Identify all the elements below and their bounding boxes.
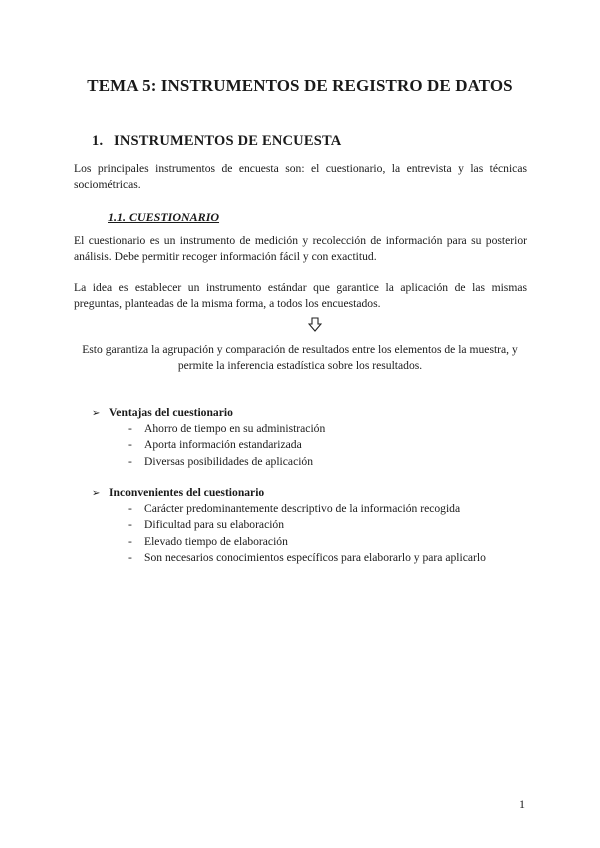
list-item: - Dificultad para su elaboración (128, 517, 486, 533)
arrowhead-bullet-icon: ➢ (92, 408, 101, 419)
advantages-list (128, 421, 325, 470)
disadvantages-list (128, 501, 486, 566)
dash-bullet: - (128, 550, 132, 564)
advantages-heading-text: Ventajas del cuestionario (109, 406, 233, 419)
page-title: TEMA 5: INSTRUMENTOS DE REGISTRO DE DATOS (87, 76, 513, 95)
conclusion-line-1: Esto garantiza la agrupación y comparación de resultados entre los elementos de la muestra, y (82, 343, 518, 356)
standardization-paragraph: La idea es establecer un instrumento estándar que garantice la aplicación de las mismas preguntas, planteadas de la misma forma, a todos los encuestados. (74, 281, 527, 310)
conclusion-line-2: permite la inferencia estadística sobre los resultados. (177, 359, 423, 372)
section-intro-paragraph: Los principales instrumentos de encuesta son: el cuestionario, la entrevista y las técnicas sociométricas. (74, 162, 527, 191)
section-heading (92, 133, 341, 150)
dash-bullet: - (128, 422, 132, 435)
list-item: - Diversas posibilidades de aplicación (128, 454, 325, 470)
dash-bullet: - (128, 438, 132, 452)
dash-bullet: - (128, 454, 132, 468)
subsection-heading: 1.1. CUESTIONARIO (108, 210, 220, 224)
definition-paragraph: El cuestionario es un instrumento de medición y recolección de información para su posterior análisis. Debe permitir recoger información fácil y con exactitud. (74, 234, 527, 263)
list-item: - Ahorro de tiempo en su administración (128, 421, 325, 437)
section-number: 1. (92, 133, 104, 149)
dash-bullet: - (128, 502, 132, 515)
disadvantages-heading-text: Inconvenientes del cuestionario (109, 486, 265, 499)
list-item: - Elevado tiempo de elaboración (128, 534, 486, 550)
dash-bullet: - (128, 518, 132, 532)
disadvantages-heading (92, 485, 264, 502)
list-item: - Son necesarios conocimientos específicos para elaborarlo y para aplicarlo (128, 550, 486, 566)
arrowhead-bullet-icon: ➢ (92, 488, 101, 499)
list-item: - Aporta información estandarizada (128, 437, 325, 453)
dash-bullet: - (128, 534, 132, 548)
down-arrow-icon (308, 317, 322, 333)
section-heading-text: INSTRUMENTOS DE ENCUESTA (114, 133, 342, 149)
list-item: - Carácter predominantemente descriptivo de la información recogida (128, 501, 486, 517)
page-number: 1 (519, 797, 525, 811)
advantages-heading (92, 405, 233, 422)
